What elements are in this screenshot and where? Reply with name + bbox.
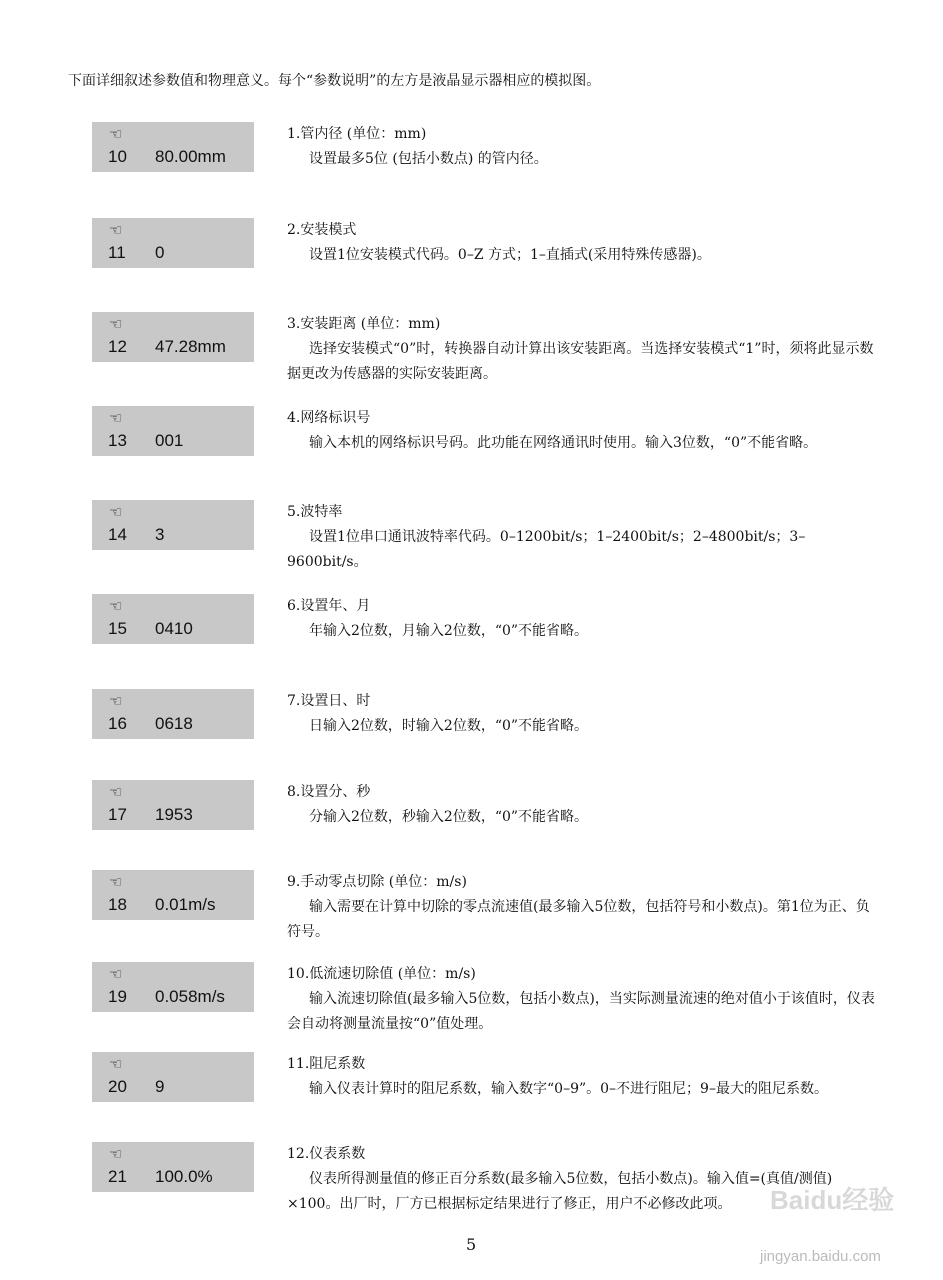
parameter-desc: 设置最多5位 (包括小数点) 的管内径。 xyxy=(309,151,548,167)
page-number: 5 xyxy=(466,1235,477,1254)
parameter-title: 7.设置日、时 xyxy=(287,693,371,709)
parameter-desc: 设置1位安装模式代码。0–Z 方式；1–直插式(采用特殊传感器)。 xyxy=(309,247,711,263)
lcd-display xyxy=(92,870,254,920)
lcd-value: 0618 xyxy=(155,714,193,733)
parameter-desc: 设置1位串口通讯波特率代码。0–1200bit/s；1–2400bit/s；2–4800bit/s；3–9600bit/s。 xyxy=(287,529,806,570)
intro-text: 下面详细叙述参数值和物理意义。每个“参数说明”的左方是液晶显示器相应的模拟图。 xyxy=(68,73,601,89)
lcd-value: 0.058m/s xyxy=(155,987,225,1006)
lcd-code: 17 xyxy=(108,805,127,824)
parameter-description xyxy=(287,1052,879,1102)
lcd-code: 16 xyxy=(108,714,127,733)
lcd-value: 100.0% xyxy=(155,1167,213,1186)
lcd-value: 0.01m/s xyxy=(155,895,216,914)
parameter-description xyxy=(287,870,879,945)
parameter-description xyxy=(287,406,879,456)
lcd-code: 12 xyxy=(108,337,127,356)
pointing-hand-icon: ☜ xyxy=(109,222,123,239)
watermark-logo: Baidu经验 xyxy=(770,1185,895,1215)
lcd-value: 80.00mm xyxy=(155,147,226,166)
lcd-code: 14 xyxy=(108,525,127,544)
parameter-description xyxy=(287,218,879,268)
parameter-title: 12.仪表系数 xyxy=(287,1146,366,1162)
parameter-title: 5.波特率 xyxy=(287,504,343,520)
parameter-desc: 仪表所得测量值的修正百分系数(最多输入5位数，包括小数点)。输入值=(真值/测值) ×100。出厂时，厂方已根据标定结果进行了修正，用户不必修改此项。 xyxy=(287,1171,833,1212)
parameter-title: 8.设置分、秒 xyxy=(287,784,371,800)
parameter-description xyxy=(287,780,879,830)
pointing-hand-icon: ☜ xyxy=(109,693,123,710)
lcd-display xyxy=(92,122,254,172)
lcd-display xyxy=(92,312,254,362)
lcd-display xyxy=(92,1052,254,1102)
lcd-value: 9 xyxy=(155,1077,165,1096)
parameter-description xyxy=(287,962,879,1037)
parameter-desc: 年输入2位数，月输入2位数，“0”不能省略。 xyxy=(309,623,589,639)
lcd-value: 3 xyxy=(155,525,165,544)
pointing-hand-icon: ☜ xyxy=(109,126,123,143)
lcd-display xyxy=(92,500,254,550)
parameter-title: 4.网络标识号 xyxy=(287,410,371,426)
parameter-title: 10.低流速切除值 (单位：m/s) xyxy=(287,966,476,982)
lcd-code: 19 xyxy=(108,987,127,1006)
parameter-desc: 分输入2位数，秒输入2位数，“0”不能省略。 xyxy=(309,809,589,825)
pointing-hand-icon: ☜ xyxy=(109,1146,123,1163)
lcd-value: 47.28mm xyxy=(155,337,226,356)
lcd-code: 21 xyxy=(108,1167,127,1186)
parameter-desc: 输入流速切除值(最多输入5位数，包括小数点)，当实际测量流速的绝对值小于该值时，仪表会自动将测量流量按“0”值处理。 xyxy=(287,991,875,1032)
pointing-hand-icon: ☜ xyxy=(109,598,123,615)
lcd-code: 13 xyxy=(108,431,127,450)
pointing-hand-icon: ☜ xyxy=(109,784,123,801)
lcd-code: 18 xyxy=(108,895,127,914)
lcd-code: 10 xyxy=(108,147,127,166)
parameter-description xyxy=(287,689,879,739)
lcd-display xyxy=(92,594,254,644)
parameter-description xyxy=(287,312,879,387)
parameter-description xyxy=(287,594,879,644)
lcd-code: 11 xyxy=(108,243,126,262)
lcd-display xyxy=(92,689,254,739)
pointing-hand-icon: ☜ xyxy=(109,504,123,521)
lcd-value: 1953 xyxy=(155,805,193,824)
pointing-hand-icon: ☜ xyxy=(109,410,123,427)
pointing-hand-icon: ☜ xyxy=(109,316,123,333)
parameter-title: 2.安装模式 xyxy=(287,222,357,238)
parameter-desc: 日输入2位数，时输入2位数，“0”不能省略。 xyxy=(309,718,589,734)
parameter-title: 9.手动零点切除 (单位：m/s) xyxy=(287,874,467,890)
lcd-code: 15 xyxy=(108,619,127,638)
parameter-title: 6.设置年、月 xyxy=(287,598,371,614)
lcd-display xyxy=(92,962,254,1012)
parameter-description xyxy=(287,500,879,575)
parameter-desc: 输入本机的网络标识号码。此功能在网络通讯时使用。输入3位数，“0”不能省略。 xyxy=(309,435,818,451)
parameter-desc: 输入需要在计算中切除的零点流速值(最多输入5位数，包括符号和小数点)。第1位为正、负符号。 xyxy=(287,899,870,940)
lcd-display xyxy=(92,406,254,456)
parameter-desc: 输入仪表计算时的阻尼系数，输入数字“0–9”。0–不进行阻尼；9–最大的阻尼系数。 xyxy=(309,1081,828,1097)
pointing-hand-icon: ☜ xyxy=(109,1056,123,1073)
parameter-desc: 选择安装模式“0”时，转换器自动计算出该安装距离。当选择安装模式“1”时，须将此显示数据更改为传感器的实际安装距离。 xyxy=(287,341,874,382)
lcd-code: 20 xyxy=(108,1077,127,1096)
lcd-display xyxy=(92,218,254,268)
lcd-value: 0410 xyxy=(155,619,193,638)
parameter-description xyxy=(287,122,879,172)
pointing-hand-icon: ☜ xyxy=(109,966,123,983)
parameter-title: 1.管内径 (单位：mm) xyxy=(287,126,427,142)
lcd-value: 001 xyxy=(155,431,184,450)
parameter-title: 11.阻尼系数 xyxy=(287,1056,366,1072)
pointing-hand-icon: ☜ xyxy=(109,874,123,891)
watermark-url: jingyan.baidu.com xyxy=(760,1248,881,1265)
parameter-title: 3.安装距离 (单位：mm) xyxy=(287,316,441,332)
lcd-value: 0 xyxy=(155,243,165,262)
lcd-display xyxy=(92,1142,254,1192)
lcd-display xyxy=(92,780,254,830)
